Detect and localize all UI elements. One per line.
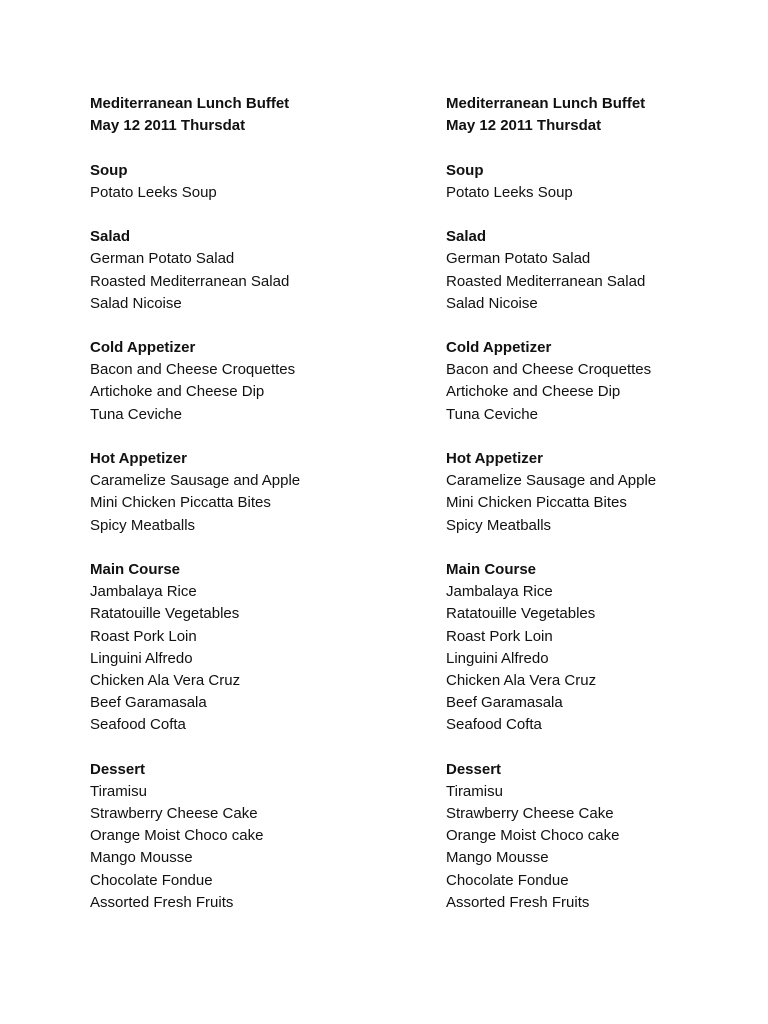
section-hot-appetizer bbox=[90, 448, 420, 537]
menu-item: Assorted Fresh Fruits bbox=[90, 893, 234, 911]
section-soup bbox=[90, 160, 420, 204]
section-main-course bbox=[446, 559, 768, 737]
section-heading: Cold Appetizer bbox=[446, 339, 552, 357]
menu-item: Artichoke and Cheese Dip bbox=[90, 383, 265, 401]
section-heading: Soup bbox=[90, 161, 128, 179]
menu-item: Tiramisu bbox=[90, 782, 147, 800]
section-cold-appetizer bbox=[90, 337, 420, 426]
section-heading: Main Course bbox=[90, 560, 181, 578]
section-heading: Cold Appetizer bbox=[90, 339, 196, 357]
menu-item: Linguini Alfredo bbox=[446, 649, 549, 667]
section-cold-appetizer bbox=[446, 337, 768, 426]
menu-item: Jambalaya Rice bbox=[446, 583, 553, 601]
menu-item: Assorted Fresh Fruits bbox=[446, 893, 590, 911]
menu-item: Roasted Mediterranean Salad bbox=[90, 272, 290, 290]
menu-column-left bbox=[90, 93, 420, 914]
menu-title: Mediterranean Lunch Buffet bbox=[446, 95, 646, 112]
menu-item: Caramelize Sausage and Apple bbox=[446, 472, 657, 490]
menu-date: May 12 2011 Thursdat bbox=[90, 117, 246, 135]
menu-item: Mini Chicken Piccatta Bites bbox=[90, 494, 271, 512]
menu-header bbox=[446, 93, 768, 137]
menu-item: Tiramisu bbox=[446, 782, 503, 800]
section-heading: Main Course bbox=[446, 560, 537, 578]
section-heading: Dessert bbox=[90, 760, 146, 778]
menu-item: Mango Mousse bbox=[90, 849, 193, 867]
menu-item: Roast Pork Loin bbox=[446, 627, 553, 645]
section-heading: Dessert bbox=[446, 760, 502, 778]
menu-item: Strawberry Cheese Cake bbox=[446, 805, 614, 822]
menu-item: Strawberry Cheese Cake bbox=[90, 805, 258, 822]
menu-item: Chocolate Fondue bbox=[446, 871, 569, 889]
menu-item: Seafood Cofta bbox=[446, 716, 542, 734]
menu-item: Orange Moist Choco cake bbox=[90, 827, 264, 845]
menu-item: Ratatouille Vegetables bbox=[90, 605, 240, 623]
section-heading: Hot Appetizer bbox=[446, 450, 543, 467]
menu-item: Bacon and Cheese Croquettes bbox=[90, 361, 296, 379]
menu-item: Beef Garamasala bbox=[446, 694, 563, 712]
menu-item: Roasted Mediterranean Salad bbox=[446, 272, 646, 290]
menu-item: Orange Moist Choco cake bbox=[446, 827, 620, 845]
menu-item: Potato Leeks Soup bbox=[90, 183, 217, 201]
section-soup bbox=[446, 160, 768, 204]
menu-item: Artichoke and Cheese Dip bbox=[446, 383, 621, 401]
menu-item: Chocolate Fondue bbox=[90, 871, 213, 889]
menu-item: Tuna Ceviche bbox=[446, 405, 538, 423]
section-hot-appetizer bbox=[446, 448, 768, 537]
section-heading: Salad bbox=[446, 228, 487, 246]
menu-item: Bacon and Cheese Croquettes bbox=[446, 361, 652, 379]
menu-item: Tuna Ceviche bbox=[90, 405, 182, 423]
menu-date: May 12 2011 Thursdat bbox=[446, 117, 602, 135]
menu-item: Beef Garamasala bbox=[90, 694, 207, 712]
section-main-course bbox=[90, 559, 420, 737]
menu-item: Chicken Ala Vera Cruz bbox=[90, 671, 241, 689]
menu-item: Mini Chicken Piccatta Bites bbox=[446, 494, 627, 512]
section-dessert bbox=[446, 759, 768, 914]
menu-title: Mediterranean Lunch Buffet bbox=[90, 95, 290, 112]
menu-item: Linguini Alfredo bbox=[90, 649, 193, 667]
menu-item: German Potato Salad bbox=[90, 250, 235, 268]
menu-header bbox=[90, 93, 420, 137]
section-heading: Hot Appetizer bbox=[90, 450, 187, 467]
menu-item: Potato Leeks Soup bbox=[446, 183, 573, 201]
menu-item: Ratatouille Vegetables bbox=[446, 605, 596, 623]
menu-item: Jambalaya Rice bbox=[90, 583, 197, 601]
menu-item: Roast Pork Loin bbox=[90, 627, 197, 645]
menu-item: German Potato Salad bbox=[446, 250, 591, 268]
menu-item: Salad Nicoise bbox=[446, 294, 538, 312]
section-dessert bbox=[90, 759, 420, 914]
section-heading: Soup bbox=[446, 161, 484, 179]
section-salad bbox=[90, 226, 420, 315]
menu-item: Salad Nicoise bbox=[90, 294, 182, 312]
section-salad bbox=[446, 226, 768, 315]
menu-item: Spicy Meatballs bbox=[446, 516, 552, 534]
menu-column-right bbox=[446, 93, 768, 914]
menu-item: Chicken Ala Vera Cruz bbox=[446, 671, 597, 689]
menu-item: Seafood Cofta bbox=[90, 716, 186, 734]
menu-item: Mango Mousse bbox=[446, 849, 549, 867]
menu-item: Spicy Meatballs bbox=[90, 516, 196, 534]
menu-item: Caramelize Sausage and Apple bbox=[90, 472, 301, 490]
section-heading: Salad bbox=[90, 228, 131, 246]
